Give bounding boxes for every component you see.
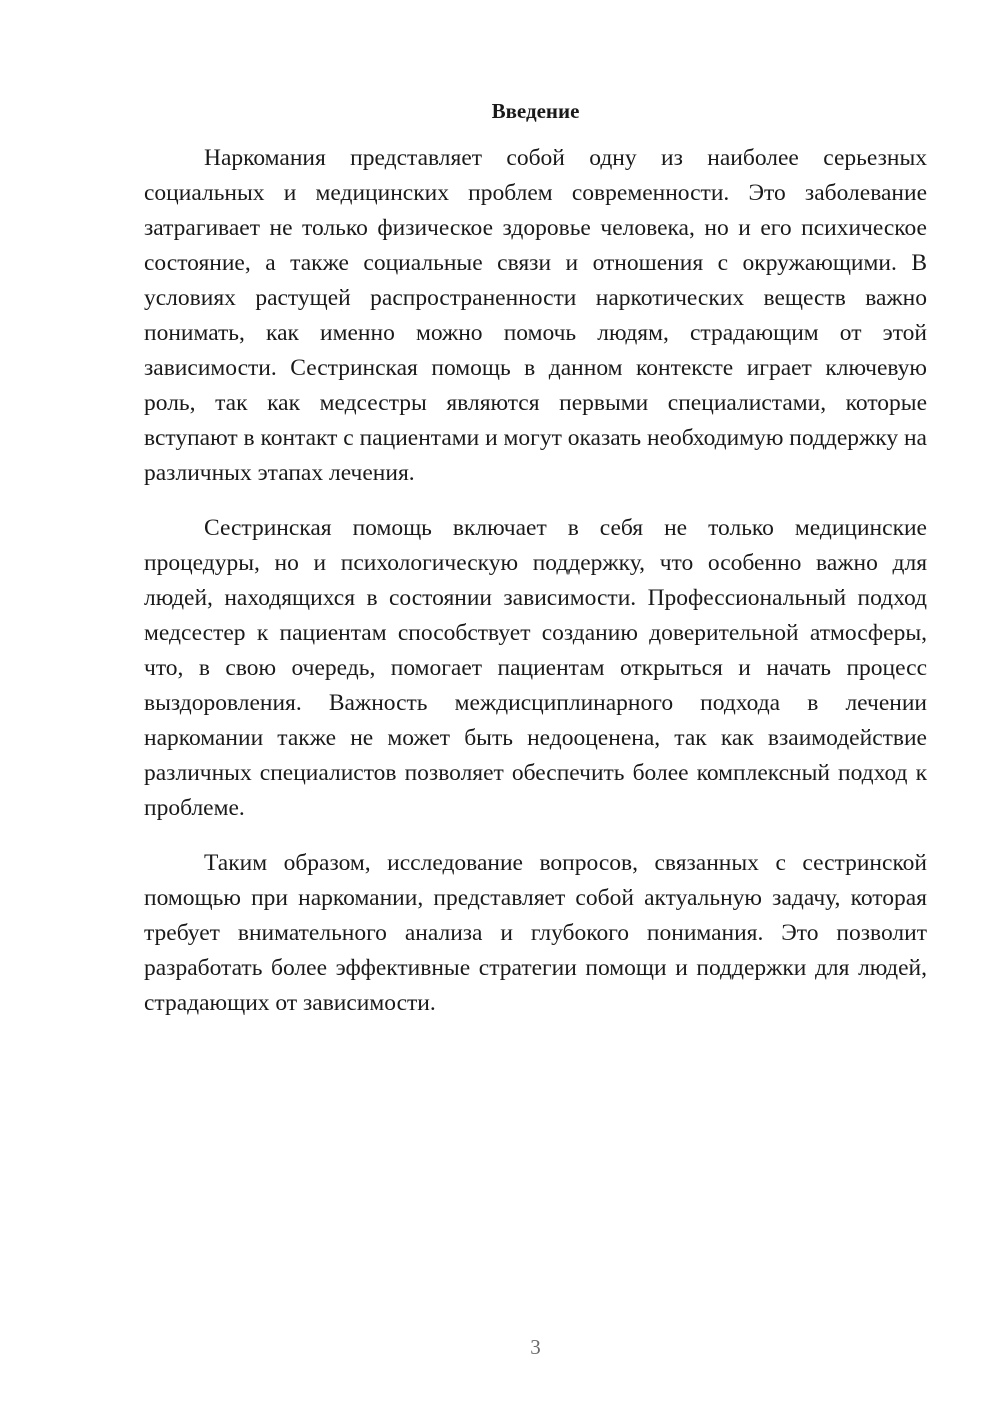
paragraph-2: Сестринская помощь включает в себя не только медицинские процедуры, но и психологическую поддержку, что особенно важно для людей, находящихся в состоянии зависимости. Профессиональный подход медсестер к пациентам способствует созданию доверительной атмосферы, что, в свою очередь, помогает пациентам открыться и начать процесс выздоровления. Важность междисциплинарного подхода в лечении наркомании также не может быть недооценена, так как взаимодействие различных специалистов позволяет обеспечить более комплексный подход к проблеме. [144,515,927,821]
body-text [144,141,927,1041]
section-title: Введение [491,99,580,123]
paragraph-1: Наркомания представляет собой одну из наиболее серьезных социальных и медицинских проблем современности. Это заболевание затрагивает не только физическое здоровье человека, но и его психическое состояние, а также социальные связи и отношения с окружающими. В условиях растущей распространенности наркотических веществ важно понимать, как именно можно помочь людям, страдающим от этой зависимости. Сестринская помощь в данном контексте играет ключевую роль, так как медсестры являются первыми специалистами, которые вступают в контакт с пациентами и могут оказать необходимую поддержку на различных этапах лечения. [144,145,927,486]
paragraph-3: Таким образом, исследование вопросов, связанных с сестринской помощью при наркомании, представляет собой актуальную задачу, которая требует внимательного анализа и глубокого понимания. Это позволит разработать более эффективные стратегии помощи и поддержки для людей, страдающих от зависимости. [144,850,927,1016]
page-number: 3 [530,1335,541,1359]
